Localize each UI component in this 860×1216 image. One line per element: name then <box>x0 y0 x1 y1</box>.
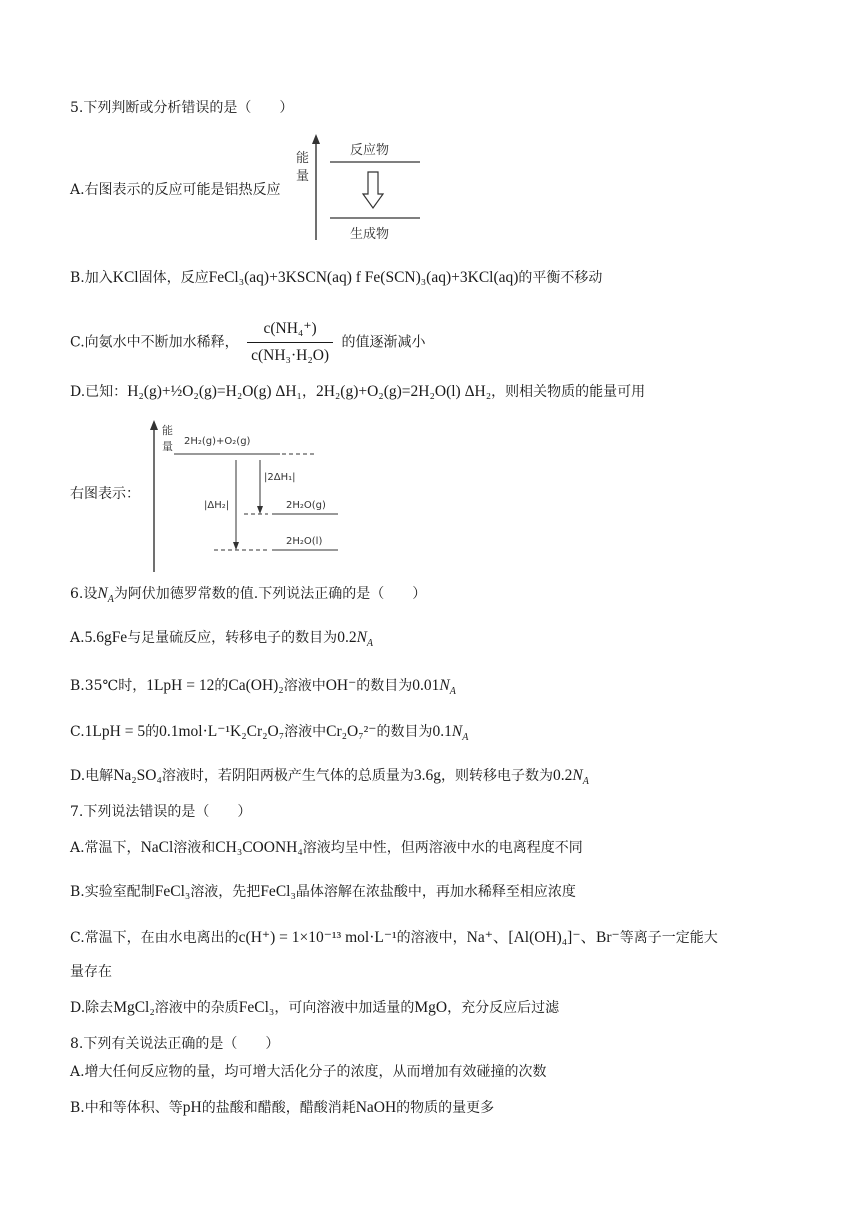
avogadro-symbol: $N_A$ <box>97 585 114 606</box>
q6-stem: 6.设$N_A$为阿伏加德罗常数的值.下列说法正确的是（ ） <box>70 585 427 606</box>
q7-option-c-line2: 量存在 <box>70 964 112 980</box>
q7-option-d: D.除去MgCl₂溶液中的杂质FeCl₃，可向溶液中加适量的MgO，充分反应后过滤 <box>70 999 560 1016</box>
arrow-2dh1-head <box>257 506 263 514</box>
q5-option-c: C.向氨水中不断加水稀释， $\frac{\text{c(NH₄⁺)}}{\text{c(NH₃·H₂O)}}$ 的值逐渐减小 <box>70 318 426 367</box>
product-label: 生成物 <box>350 227 390 242</box>
q6-option-a: A.5.6gFe与足量硫反应，转移电子的数目为$0.2N_A$ <box>70 629 374 650</box>
energy-diagram-d <box>144 418 344 574</box>
q7-option-c: C.常温下，在由水电离出的c(H⁺) = 1×10⁻¹³ mol·L⁻¹的溶液中，Na⁺、[Al(OH)₄]⁻、Br⁻等离子一定能大 <box>70 929 718 946</box>
ratio-fraction: $\frac{\text{c(NH₄⁺)}}{\text{c(NH₃·H₂O)}}$ <box>247 318 333 367</box>
y-label-1: 能 <box>296 151 310 166</box>
axis-arrowhead <box>312 134 320 144</box>
q5-option-d-line2: 右图表示： <box>70 486 140 502</box>
q8-option-b: B.中和等体积、等pH的盐酸和醋酸，醋酸消耗NaOH的物质的量更多 <box>70 1099 495 1116</box>
q5-option-a: A.右图表示的反应可能是铝热反应 <box>70 182 281 198</box>
q6-option-c: C.1LpH = 5的0.1mol·L⁻¹K₂Cr₂O₇溶液中Cr₂O₇²⁻的数目为$0.1N_A$ <box>70 723 469 744</box>
arrow-2dh1-label: |2ΔH₁| <box>264 472 296 483</box>
q8-stem: 8.下列有关说法正确的是（ ） <box>70 1036 280 1052</box>
level-mid-label: 2H₂O(g) <box>286 500 326 511</box>
hollow-down-arrow <box>363 172 383 208</box>
q5-option-b: B.加入KCl固体，反应FeCl₃(aq)+3KSCN(aq) f Fe(SCN)₃(aq)+3KCl(aq)的平衡不移动 <box>70 269 603 286</box>
reactant-label: 反应物 <box>350 143 390 158</box>
axis-arrowhead <box>150 420 158 430</box>
q7-option-a: A.常温下，NaCl溶液和CH₃COONH₄溶液均呈中性，但两溶液中水的电离程度不同 <box>70 839 583 856</box>
y-label-2: 量 <box>296 169 310 184</box>
level-top-label: 2H₂(g)+O₂(g) <box>184 436 251 447</box>
q6-option-d: D.电解Na₂SO₄溶液时，若阴阳两极产生气体的总质量为3.6g，则转移电子数为$0.2N_A$ <box>70 767 589 788</box>
y-label-2: 量 <box>162 440 173 453</box>
q7-stem: 7.下列说法错误的是（ ） <box>70 804 252 820</box>
q7-option-b: B.实验室配制FeCl₃溶液，先把FeCl₃晶体溶解在浓盐酸中，再加水稀释至相应浓度 <box>70 883 576 900</box>
q6-option-b: B.35℃时，1LpH = 12的Ca(OH)₂溶液中OH⁻的数目为$0.01N_A$ <box>70 677 456 698</box>
arrow-dh2-label: |ΔH₂| <box>204 500 230 511</box>
q5-option-d: D.已知：H₂(g)+½O₂(g)=H₂O(g) ΔH₁，2H₂(g)+O₂(g)=2H₂O(l) ΔH₂，则相关物质的能量可用 <box>70 383 646 400</box>
energy-diagram-a <box>292 132 432 244</box>
q5-stem: 5.下列判断或分析错误的是（ ） <box>70 100 294 116</box>
y-label-1: 能 <box>162 424 173 437</box>
level-bot-label: 2H₂O(l) <box>286 536 323 547</box>
arrow-dh2-head <box>233 542 239 550</box>
q8-option-a: A.增大任何反应物的量，均可增大活化分子的浓度，从而增加有效碰撞的次数 <box>70 1064 547 1080</box>
